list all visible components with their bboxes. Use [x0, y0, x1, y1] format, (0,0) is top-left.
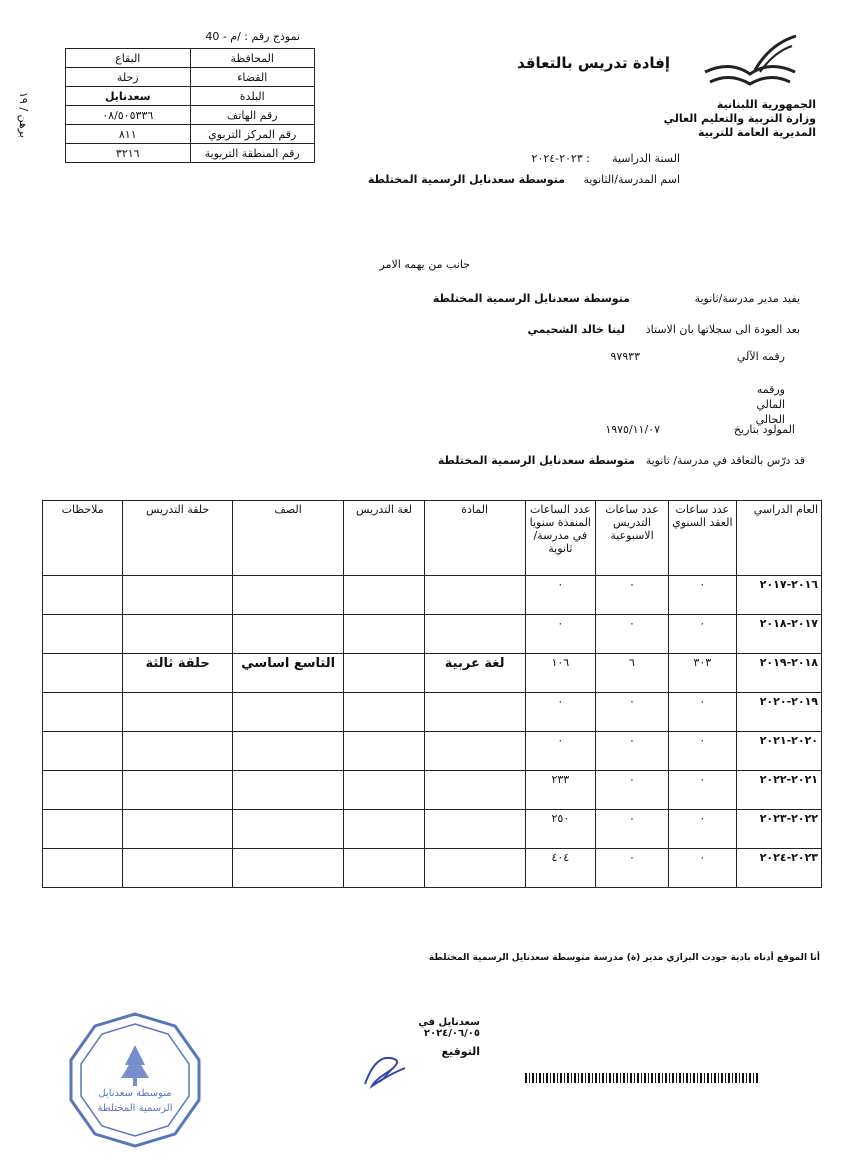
table-cell: ٣٠٣ — [668, 654, 736, 693]
column-header: المادة — [424, 501, 525, 576]
table-cell: ١٠٦ — [525, 654, 596, 693]
table-cell — [424, 615, 525, 654]
info-label: رقم المركز التربوي — [190, 125, 315, 144]
table-cell — [424, 771, 525, 810]
table-cell — [344, 771, 424, 810]
table-cell: ٢٠٢١-٢٠٢٢ — [736, 771, 821, 810]
table-cell — [424, 849, 525, 888]
place-date: سعدنايل في ٢٠٢٤/٠٦/٠٥ — [418, 1017, 480, 1039]
column-header: العام الدراسي — [736, 501, 821, 576]
column-header: الصف — [232, 501, 343, 576]
stamp-line2: الرسمية المختلطة — [97, 1103, 173, 1114]
column-header: عدد ساعات العقد السنوي — [668, 501, 736, 576]
table-row — [43, 654, 822, 693]
birth-label: المولود بتاريخ — [733, 423, 795, 436]
taught-value: متوسطة سعدنايل الرسمية المختلطة — [437, 454, 635, 467]
table-cell — [43, 654, 123, 693]
info-value: ٨١١ — [66, 125, 191, 144]
table-cell — [43, 849, 123, 888]
signature-icon — [360, 1046, 420, 1091]
table-cell: ٠ — [596, 810, 669, 849]
table-cell: ٠ — [525, 576, 596, 615]
table-cell: ٠ — [596, 849, 669, 888]
column-header: حلقة التدريس — [123, 501, 233, 576]
table-cell: حلقة ثالثة — [123, 654, 233, 693]
table-cell: ٢٠١٨-٢٠١٩ — [736, 654, 821, 693]
table-cell — [232, 615, 343, 654]
column-header: عدد ساعات التدريس الاسبوعية — [596, 501, 669, 576]
table-cell — [344, 615, 424, 654]
table-cell — [424, 693, 525, 732]
table-cell — [43, 810, 123, 849]
table-row — [43, 615, 822, 654]
table-row — [43, 576, 822, 615]
table-cell: ٠ — [525, 732, 596, 771]
table-cell: ٠ — [596, 693, 669, 732]
table-cell — [123, 810, 233, 849]
table-cell: التاسع اساسي — [232, 654, 343, 693]
salutation: جانب من يهمه الامر — [379, 258, 470, 271]
table-cell — [232, 771, 343, 810]
table-row — [43, 810, 822, 849]
info-label: رقم الهاتف — [190, 106, 315, 125]
school-label: اسم المدرسة/الثانوية — [583, 173, 680, 186]
table-cell — [43, 615, 123, 654]
table-cell — [232, 576, 343, 615]
table-cell: ٢٠١٧-٢٠١٨ — [736, 615, 821, 654]
column-header: لغة التدريس — [344, 501, 424, 576]
table-cell — [43, 771, 123, 810]
table-cell — [344, 654, 424, 693]
info-value: البقاع — [66, 49, 191, 68]
table-cell: ٠ — [668, 810, 736, 849]
table-cell: ٤٠٤ — [525, 849, 596, 888]
table-cell — [424, 576, 525, 615]
ministry-line2: وزارة التربية والتعليم العالي — [663, 112, 816, 125]
document-title: إفادة تدريس بالتعاقد — [517, 54, 670, 72]
info-value: ٠٨/٥٠٥٣٣٦ — [66, 106, 191, 125]
table-row — [43, 849, 822, 888]
stamp-border-icon — [65, 1010, 205, 1150]
table-cell — [232, 732, 343, 771]
taught-label: قد درّس بالتعاقد في مدرسة/ ثانوية — [645, 454, 805, 467]
auto-no-label: رقمه الآلي — [736, 350, 785, 363]
line2-label: بعد العودة الى سجلاتها بان الاستاذ — [645, 323, 800, 336]
table-cell: ٠ — [668, 693, 736, 732]
auto-no-value: ٩٧٩٣٣ — [610, 350, 640, 363]
signature-label: التوقيع — [441, 1045, 480, 1058]
table-cell: ٢٥٠ — [525, 810, 596, 849]
info-row — [66, 68, 315, 87]
side-note: برهن / ١٩ — [17, 92, 30, 138]
table-cell: ٠ — [668, 849, 736, 888]
official-stamp — [65, 1010, 205, 1150]
table-cell: ٠ — [596, 771, 669, 810]
teaching-table — [42, 500, 822, 888]
line1-value: متوسطة سعدنايل الرسمية المختلطة — [432, 292, 630, 305]
table-cell: ٠ — [525, 615, 596, 654]
table-cell: ٢٠١٩-٢٠٢٠ — [736, 693, 821, 732]
year-label: السنة الدراسية — [612, 152, 680, 165]
table-row — [43, 771, 822, 810]
column-header: عدد الساعات المنفذة سنويا في مدرسة/ثانوية — [525, 501, 596, 576]
table-cell — [232, 849, 343, 888]
info-value: ٣٢١٦ — [66, 144, 191, 163]
info-value: سعدنايل — [66, 87, 191, 106]
table-cell — [123, 849, 233, 888]
info-table — [65, 48, 315, 163]
info-row — [66, 87, 315, 106]
table-cell: ٠ — [668, 615, 736, 654]
table-cell — [344, 810, 424, 849]
birth-value: ١٩٧٥/١١/٠٧ — [605, 423, 660, 436]
table-cell — [344, 576, 424, 615]
table-cell: ٢٠٢٣-٢٠٢٤ — [736, 849, 821, 888]
table-cell: ٦ — [596, 654, 669, 693]
table-cell — [344, 732, 424, 771]
table-cell — [344, 693, 424, 732]
table-cell — [424, 810, 525, 849]
year-value: : ٢٠٢٣-٢٠٢٤ — [531, 152, 590, 165]
table-cell — [123, 576, 233, 615]
table-cell: ٠ — [668, 771, 736, 810]
info-row — [66, 49, 315, 68]
table-cell — [123, 771, 233, 810]
info-label: القضاء — [190, 68, 315, 87]
table-cell: ٠ — [596, 576, 669, 615]
info-label: المحافظة — [190, 49, 315, 68]
table-cell — [232, 693, 343, 732]
table-cell — [123, 615, 233, 654]
info-row — [66, 144, 315, 163]
column-header: ملاحظات — [43, 501, 123, 576]
table-cell: ٠ — [596, 615, 669, 654]
table-cell — [424, 732, 525, 771]
info-value: زحلة — [66, 68, 191, 87]
school-value: متوسطة سعدنايل الرسمية المختلطة — [367, 173, 565, 186]
info-row — [66, 125, 315, 144]
table-cell: ٠ — [668, 732, 736, 771]
info-label: رقم المنطقة التربوية — [190, 144, 315, 163]
declaration: أنا الموقع أدناه بادية جودت البرازي مدير (ة) مدرسة متوسطة سعدنايل الرسمية المختلطة — [428, 953, 820, 963]
ministry-line3: المديرية العامة للتربية — [697, 126, 816, 139]
ministry-line1: الجمهورية اللبنانية — [716, 98, 816, 111]
table-row — [43, 693, 822, 732]
model-label: نموذج رقم : /م - 40 — [205, 30, 300, 43]
info-label: البلدة — [190, 87, 315, 106]
ministry-logo-icon — [700, 32, 800, 94]
barcode — [525, 1073, 760, 1083]
table-cell: ٢٠٢٢-٢٠٢٣ — [736, 810, 821, 849]
table-cell — [123, 693, 233, 732]
line1-label: يفيد مدير مدرسة/ثانوية — [694, 292, 800, 305]
table-cell: لغة عربية — [424, 654, 525, 693]
table-cell — [43, 576, 123, 615]
fin-no-label: ورقمه المالي الحالي — [755, 383, 785, 426]
table-cell: ٢٠٢٠-٢٠٢١ — [736, 732, 821, 771]
table-cell — [43, 693, 123, 732]
table-cell: ٠ — [668, 576, 736, 615]
table-cell — [344, 849, 424, 888]
table-cell — [43, 732, 123, 771]
table-cell: ٠ — [525, 693, 596, 732]
info-row — [66, 106, 315, 125]
table-cell: ٢٣٣ — [525, 771, 596, 810]
table-cell: ٠ — [596, 732, 669, 771]
stamp-line1: متوسطة سعدنايل — [98, 1088, 172, 1099]
table-cell: ٢٠١٦-٢٠١٧ — [736, 576, 821, 615]
table-row — [43, 732, 822, 771]
table-cell — [123, 732, 233, 771]
table-cell — [232, 810, 343, 849]
line2-value: لينا خالد الشحيمي — [527, 323, 625, 336]
